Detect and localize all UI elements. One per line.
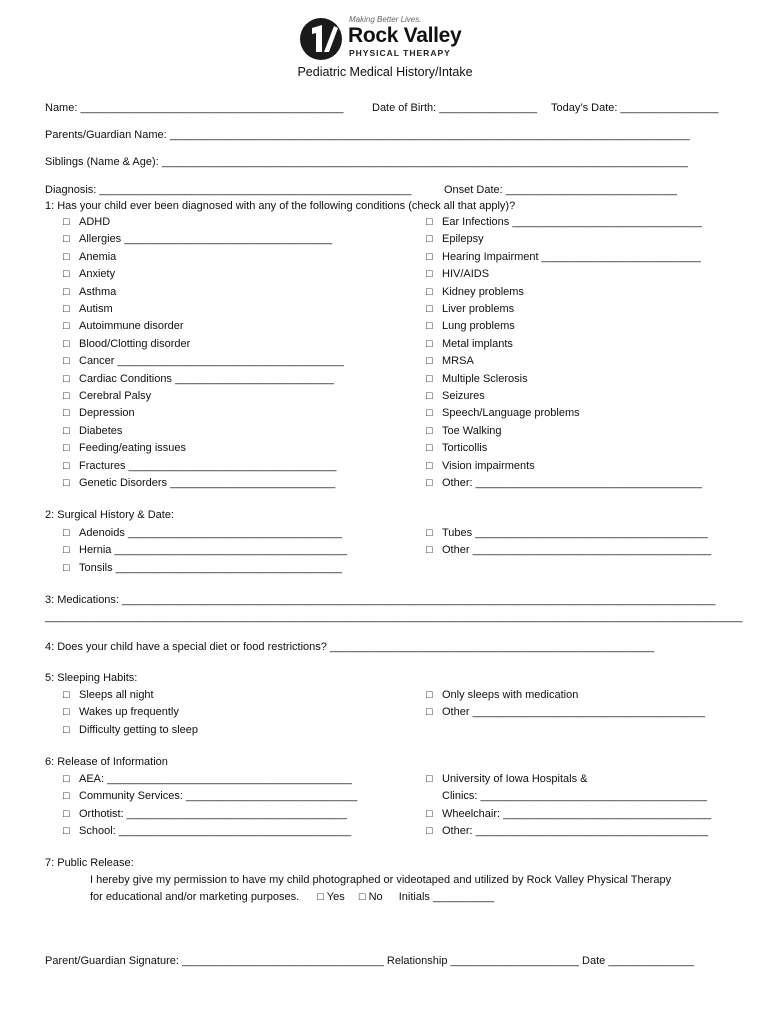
checkbox-label: Tonsils _____________________________________ <box>79 561 343 574</box>
checkbox-icon[interactable]: □ <box>63 723 70 736</box>
yes-checkbox[interactable]: □ <box>317 891 324 903</box>
checkbox-label: Sleeps all night <box>79 689 154 701</box>
checkbox-label: HIV/AIDS <box>442 268 490 281</box>
checkbox-icon[interactable]: □ <box>426 320 433 333</box>
checkbox-item-university[interactable] <box>426 772 588 786</box>
checkbox-item-feeding-eating[interactable] <box>63 441 186 455</box>
checkbox-item-diabetes[interactable] <box>63 424 122 438</box>
medications-line-2[interactable]: __________________________________________________________________________________________________________________ <box>45 611 743 623</box>
checkbox-icon[interactable]: □ <box>63 303 70 315</box>
checkbox-label: Lung problems <box>442 320 515 333</box>
form-title: Pediatric Medical History/Intake <box>297 65 473 79</box>
checkbox-icon[interactable]: □ <box>63 790 70 803</box>
checkbox-label: Orthotist: ____________________________________ <box>79 807 347 820</box>
checkbox-item-blood-clotting[interactable] <box>63 337 190 351</box>
checkbox-icon[interactable]: □ <box>426 706 433 719</box>
checkbox-item-only[interactable] <box>426 688 578 702</box>
checkbox-label: Hearing Impairment __________________________ <box>442 250 701 263</box>
checkbox-label: University of Iowa Hospitals & <box>442 773 588 785</box>
checkbox-label: Other: _____________________________________ <box>442 477 702 489</box>
checkbox-label: Metal implants <box>442 337 513 350</box>
checkbox-icon[interactable]: □ <box>426 807 433 820</box>
checkbox-item-autoimmune[interactable] <box>63 319 184 333</box>
checkbox-item-tonsils[interactable] <box>63 561 342 575</box>
checkbox-icon[interactable]: □ <box>63 706 70 719</box>
checkbox-icon[interactable]: □ <box>63 216 70 228</box>
checkbox-label: Anxiety <box>79 268 116 281</box>
checkbox-icon[interactable]: □ <box>426 825 433 838</box>
onset-date-field[interactable]: Onset Date: ____________________________ <box>444 184 678 196</box>
checkbox-item-cerebral[interactable] <box>63 389 151 403</box>
checkbox-icon[interactable]: □ <box>63 337 70 350</box>
checkbox-icon[interactable]: □ <box>426 216 433 228</box>
checkbox-label: Hernia ______________________________________ <box>79 544 347 557</box>
checkbox-item-ear[interactable] <box>426 215 702 229</box>
checkbox-label: Cardiac Conditions __________________________ <box>79 372 335 385</box>
signature-line[interactable]: Parent/Guardian Signature: _________________________________ Relationship _____________________ Date ______________ <box>45 955 694 967</box>
checkbox-label: AEA: ________________________________________ <box>79 773 352 785</box>
checkbox-item-anxiety[interactable] <box>63 267 115 281</box>
no-label: No <box>368 891 383 903</box>
checkbox-label: Asthma <box>79 285 117 298</box>
checkbox-icon[interactable]: □ <box>426 527 433 539</box>
no-checkbox[interactable]: □ <box>358 891 366 903</box>
checkbox-item-community[interactable] <box>63 789 357 803</box>
checkbox-label: Autism <box>79 303 113 315</box>
checkbox-item-mrsa[interactable] <box>426 354 474 368</box>
checkbox-item-hiv-aids[interactable] <box>426 267 489 281</box>
checkbox-label: Multiple Sclerosis <box>442 372 528 385</box>
checkbox-item-orthotist[interactable] <box>63 807 347 821</box>
public-release-statement: I hereby give my permission to have my child photographed or videotaped and utilized by Rock Valley Physical Therapy <box>90 874 672 886</box>
q1-heading: 1: Has your child ever been diagnosed with any of the following conditions (check all that apply)? <box>45 200 516 212</box>
checkbox-item-speech-language[interactable] <box>426 406 580 420</box>
checkbox-item-lung[interactable] <box>426 319 515 333</box>
checkbox-label: Adenoids ___________________________________ <box>79 527 343 539</box>
checkbox-item-autism[interactable] <box>63 302 113 316</box>
checkbox-icon[interactable]: □ <box>63 527 70 539</box>
date-of-birth-field[interactable]: Date of Birth: ________________ <box>372 102 538 114</box>
checkbox-item-difficulty[interactable] <box>63 723 198 737</box>
checkbox-icon[interactable]: □ <box>63 320 70 333</box>
checkbox-icon[interactable]: □ <box>426 442 433 455</box>
checkbox-label: Vision impairments <box>442 459 535 472</box>
checkbox-item-depression[interactable] <box>63 406 135 420</box>
checkbox-label: School: ______________________________________ <box>79 825 352 838</box>
checkbox-label: MRSA <box>442 355 474 368</box>
name-field[interactable]: Name: ___________________________________________ <box>45 102 344 114</box>
checkbox-icon[interactable]: □ <box>63 773 70 785</box>
public-release-statement-2 <box>90 890 494 904</box>
checkbox-icon[interactable]: □ <box>63 233 70 246</box>
logo-subtitle: PHYSICAL THERAPY <box>349 48 451 58</box>
checkbox-label: Diabetes <box>79 424 123 437</box>
checkbox-icon[interactable]: □ <box>63 268 70 281</box>
checkbox-item-adhd[interactable] <box>63 215 110 229</box>
checkbox-icon[interactable]: □ <box>426 372 433 385</box>
checkbox-item-genetic[interactable] <box>63 476 335 490</box>
checkbox-label: Kidney problems <box>442 285 524 298</box>
checkbox-item-asthma[interactable] <box>63 285 116 299</box>
checkbox-icon[interactable]: □ <box>426 303 433 315</box>
checkbox-item-seizures[interactable] <box>426 389 485 403</box>
checkbox-item-allergies[interactable] <box>63 232 332 246</box>
checkbox-label: Cancer _____________________________________ <box>79 355 344 368</box>
checkbox-item-other[interactable] <box>426 824 708 838</box>
q6-heading: 6: Release of Information <box>45 756 168 768</box>
checkbox-item-school[interactable] <box>63 824 351 838</box>
checkbox-item-cardiac[interactable] <box>63 372 334 386</box>
siblings-field[interactable]: Siblings (Name & Age): ______________________________________________________________________________________ <box>45 156 688 168</box>
checkbox-label: Wheelchair: __________________________________ <box>442 807 712 820</box>
checkbox-icon[interactable]: □ <box>63 355 70 368</box>
checkbox-item-torticollis[interactable] <box>426 441 487 455</box>
logo <box>298 14 478 64</box>
checkbox-label: Other: ______________________________________ <box>442 825 709 838</box>
checkbox-icon[interactable]: □ <box>63 477 70 489</box>
checkbox-icon[interactable]: □ <box>63 372 70 385</box>
checkbox-item-other[interactable] <box>426 705 705 719</box>
checkbox-icon[interactable]: □ <box>63 250 70 263</box>
checkbox-label: Speech/Language problems <box>442 407 580 420</box>
checkbox-icon[interactable]: □ <box>426 459 433 472</box>
checkbox-icon[interactable]: □ <box>426 268 433 281</box>
q5-heading: 5: Sleeping Habits: <box>45 672 138 684</box>
checkbox-icon[interactable]: □ <box>63 807 70 820</box>
checkbox-label: Ear Infections _______________________________ <box>442 216 702 228</box>
checkbox-item-other[interactable] <box>426 476 702 490</box>
checkbox-icon[interactable]: □ <box>426 337 433 350</box>
checkbox-icon[interactable]: □ <box>63 407 70 420</box>
checkbox-label: Other _______________________________________ <box>442 544 712 557</box>
checkbox-label: Clinics: _____________________________________ <box>442 790 707 803</box>
checkbox-label: Anemia <box>79 250 117 263</box>
checkbox-label: Liver problems <box>442 303 515 315</box>
q2-heading: 2: Surgical History & Date: <box>45 509 174 521</box>
checkbox-label: Fractures __________________________________ <box>79 459 337 472</box>
checkbox-icon[interactable]: □ <box>426 407 433 420</box>
checkbox-item-epilepsy[interactable] <box>426 232 484 246</box>
checkbox-label: Tubes ______________________________________ <box>442 527 708 539</box>
checkbox-item-wakes[interactable] <box>63 705 179 719</box>
checkbox-item-other[interactable] <box>426 543 711 557</box>
checkbox-item-vision[interactable] <box>426 459 535 473</box>
logo-tagline: Making Better Lives. <box>349 15 422 24</box>
checkbox-item-toe[interactable] <box>426 424 502 438</box>
checkbox-label: ADHD <box>79 216 111 228</box>
checkbox-label: Epilepsy <box>442 233 484 246</box>
checkbox-icon[interactable]: □ <box>63 424 70 437</box>
checkbox-label: Other ______________________________________ <box>442 706 706 719</box>
checkbox-item-cancer[interactable] <box>63 354 344 368</box>
checkbox-label: Feeding/eating issues <box>79 442 187 455</box>
checkbox-item-tubes[interactable] <box>426 526 708 540</box>
checkbox-label: Cerebral Palsy <box>79 390 152 402</box>
checkbox-icon[interactable]: □ <box>426 477 433 489</box>
checkbox-item-aea[interactable] <box>63 772 352 786</box>
checkbox-item-wheelchair[interactable] <box>426 807 711 821</box>
checkbox-icon[interactable]: □ <box>426 285 433 298</box>
checkbox-icon[interactable]: □ <box>426 544 433 557</box>
public-release-purpose: for educational and/or marketing purposes. <box>90 891 300 903</box>
checkbox-label: Seizures <box>442 390 485 402</box>
checkbox-item-fractures[interactable] <box>63 459 337 473</box>
checkbox-item-clinics[interactable] <box>426 789 707 803</box>
checkbox-item-multiple[interactable] <box>426 372 528 386</box>
checkbox-item-kidney[interactable] <box>426 285 524 299</box>
checkbox-icon[interactable]: □ <box>426 355 433 368</box>
checkbox-icon[interactable]: □ <box>426 689 433 701</box>
yes-label: Yes <box>326 891 345 903</box>
checkbox-icon[interactable]: □ <box>426 390 433 402</box>
medications-field[interactable]: 3: Medications: _________________________________________________________________________________________________ <box>45 594 716 606</box>
checkbox-icon[interactable]: □ <box>426 233 433 246</box>
checkbox-item-metal[interactable] <box>426 337 513 351</box>
checkbox-item-hernia[interactable] <box>63 543 347 557</box>
checkbox-label: Blood/Clotting disorder <box>79 337 191 350</box>
todays-date-field[interactable]: Today’s Date: ________________ <box>551 102 719 114</box>
checkbox-icon[interactable]: □ <box>426 773 433 785</box>
checkbox-label: Difficulty getting to sleep <box>79 723 199 736</box>
checkbox-label: Genetic Disorders ___________________________ <box>79 477 336 489</box>
checkbox-icon[interactable]: □ <box>63 459 70 472</box>
checkbox-icon[interactable]: □ <box>63 561 70 574</box>
checkbox-label: Autoimmune disorder <box>79 320 184 333</box>
checkbox-icon[interactable]: □ <box>63 442 70 455</box>
checkbox-label: Wakes up frequently <box>79 706 179 719</box>
checkbox-item-adenoids[interactable] <box>63 526 342 540</box>
checkbox-icon[interactable]: □ <box>63 544 70 557</box>
checkbox-icon[interactable]: □ <box>63 825 70 838</box>
checkbox-icon[interactable]: □ <box>426 424 433 437</box>
diet-restrictions-field[interactable]: 4: Does your child have a special diet or food restrictions? _____________________________________________________ <box>45 641 655 653</box>
diagnosis-field[interactable]: Diagnosis: ___________________________________________________ <box>45 184 412 196</box>
checkbox-icon[interactable]: □ <box>63 689 70 701</box>
checkbox-label: Allergies __________________________________ <box>79 233 333 246</box>
rock-valley-logo-icon <box>298 16 344 62</box>
checkbox-item-hearing[interactable] <box>426 250 701 264</box>
checkbox-icon[interactable]: □ <box>63 390 70 402</box>
checkbox-item-anemia[interactable] <box>63 250 116 264</box>
checkbox-label: Community Services: ____________________________ <box>79 790 358 803</box>
initials-field[interactable]: Initials __________ <box>398 891 495 903</box>
checkbox-label: Depression <box>79 407 135 420</box>
checkbox-label: Torticollis <box>442 442 488 455</box>
checkbox-item-liver[interactable] <box>426 302 514 316</box>
checkbox-icon[interactable]: □ <box>426 250 433 263</box>
checkbox-label: Toe Walking <box>442 424 502 437</box>
checkbox-label: Only sleeps with medication <box>442 689 579 701</box>
checkbox-item-sleeps[interactable] <box>63 688 154 702</box>
q7-heading: 7: Public Release: <box>45 857 134 869</box>
checkbox-icon[interactable]: □ <box>63 285 70 298</box>
parents-guardian-field[interactable]: Parents/Guardian Name: _____________________________________________________________________________________ <box>45 129 690 141</box>
logo-name: Rock Valley <box>348 24 462 47</box>
